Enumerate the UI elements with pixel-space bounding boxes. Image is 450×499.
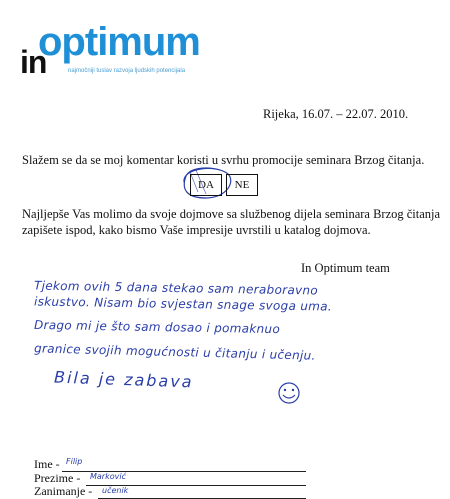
zanimanje-label: Zanimanje - <box>34 484 93 498</box>
logo-tagline: najmočniji tuslav razvoja ljudskih potencijala <box>68 68 186 74</box>
logo-optimum-text: optimum <box>38 20 200 64</box>
logo-in-text: in <box>20 44 47 80</box>
handwritten-line: iskustvo. Nisam bio svjestan snage svoga uma. <box>33 294 333 314</box>
handwritten-line: granice svojih mogućnosti u čitanju i učenju. <box>33 341 316 363</box>
team-signature: In Optimum team <box>301 261 390 275</box>
zanimanje-field[interactable]: učenik <box>102 486 129 495</box>
prezime-field[interactable]: Marković <box>90 472 126 481</box>
event-date: Rijeka, 16.07. – 22.07. 2010. <box>263 107 409 121</box>
ime-field[interactable]: Filip <box>66 457 83 466</box>
ime-label: Ime - <box>34 457 60 471</box>
handwritten-line: Drago mi je što sam dosao i pomaknuo <box>33 317 281 337</box>
prezime-label: Prezime - <box>34 471 81 485</box>
in-optimum-logo <box>20 18 220 78</box>
instructions-paragraph: Najljepše Vas molimo da svoje dojmove sa službenog dijela seminara Brzog čitanja zapišete ispod, kako bismo Vaše impresije uvrstili u katalog dojmova. <box>22 207 441 237</box>
yes-checkbox[interactable] <box>190 174 222 196</box>
consent-statement: Slažem se da se moj komentar koristi u svrhu promocije seminara Brzog čitanja. <box>22 153 425 167</box>
no-checkbox[interactable] <box>226 174 258 196</box>
smiley-icon <box>276 380 302 406</box>
no-label: NE <box>234 179 250 191</box>
yes-label: DA <box>198 179 214 191</box>
handwritten-line: Bila je zabava <box>53 367 194 392</box>
handwritten-line: Tjekom ovih 5 dana stekao sam neraboravno <box>33 278 319 298</box>
